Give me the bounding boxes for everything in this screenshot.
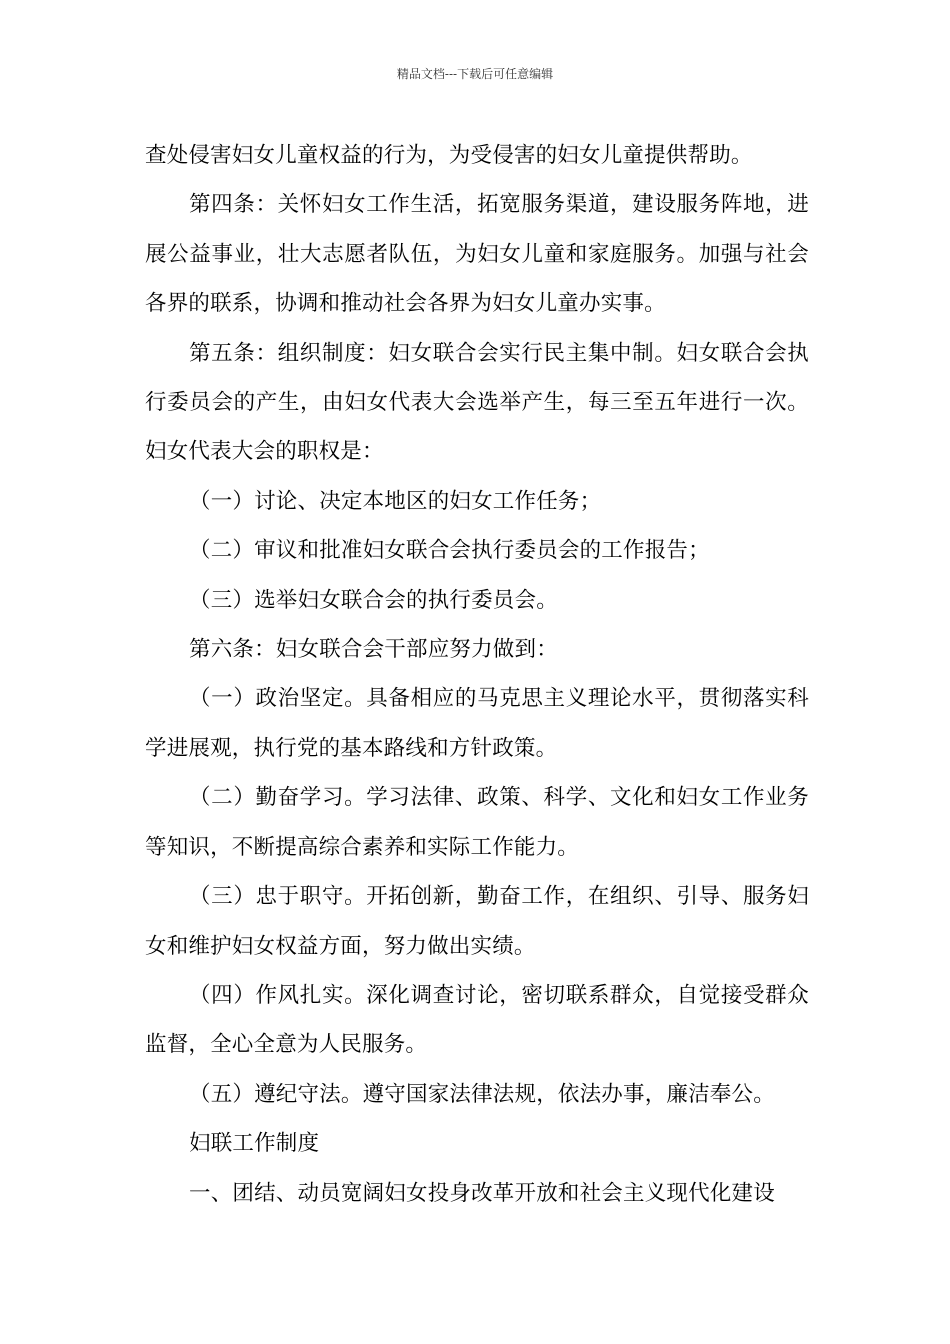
page-header: 精品文档---下载后可任意编辑: [396, 67, 554, 81]
list-item: （一）政治坚定。具备相应的马克思主义理论水平，贯彻落实科学进展观，执行党的基本路线和方针政策。: [145, 686, 809, 761]
paragraph: 第四条：关怀妇女工作生活，拓宽服务渠道，建设服务阵地，进展公益事业，壮大志愿者队伍，为妇女儿童和家庭服务。加强与社会各界的联系，协调和推动社会各界为妇女儿童办实事。: [145, 192, 809, 317]
list-item: （四）作风扎实。深化调查讨论，密切联系群众，自觉接受群众监督，全心全意为人民服务。: [145, 982, 809, 1058]
document-body: [145, 131, 809, 1218]
list-item: （五）遵纪守法。遵守国家法律法规，依法办事，廉洁奉公。: [189, 1081, 775, 1107]
list-item: （二）勤奋学习。学习法律、政策、科学、文化和妇女工作业务等知识，不断提高综合素养和实际工作能力。: [145, 785, 809, 860]
paragraph: 一、团结、动员宽阔妇女投身改革开放和社会主义现代化建设: [189, 1180, 775, 1206]
list-item: （三）选举妇女联合会的执行委员会。: [189, 587, 558, 613]
list-item: （二）审议和批准妇女联合会执行委员会的工作报告；: [189, 538, 710, 564]
list-item: （一）讨论、决定本地区的妇女工作任务；: [189, 488, 602, 514]
paragraph: 第六条：妇女联合会干部应努力做到：: [189, 637, 558, 663]
section-heading: 妇联工作制度: [189, 1131, 320, 1157]
list-item: （三）忠于职守。开拓创新，勤奋工作，在组织、引导、服务妇女和维护妇女权益方面，努力做出实绩。: [145, 884, 809, 959]
paragraph: 查处侵害妇女儿童权益的行为，为受侵害的妇女儿童提供帮助。: [145, 143, 753, 168]
paragraph: 第五条：组织制度：妇女联合会实行民主集中制。妇女联合会执行委员会的产生，由妇女代表大会选举产生，每三至五年进行一次。妇女代表大会的职权是：: [145, 340, 809, 465]
